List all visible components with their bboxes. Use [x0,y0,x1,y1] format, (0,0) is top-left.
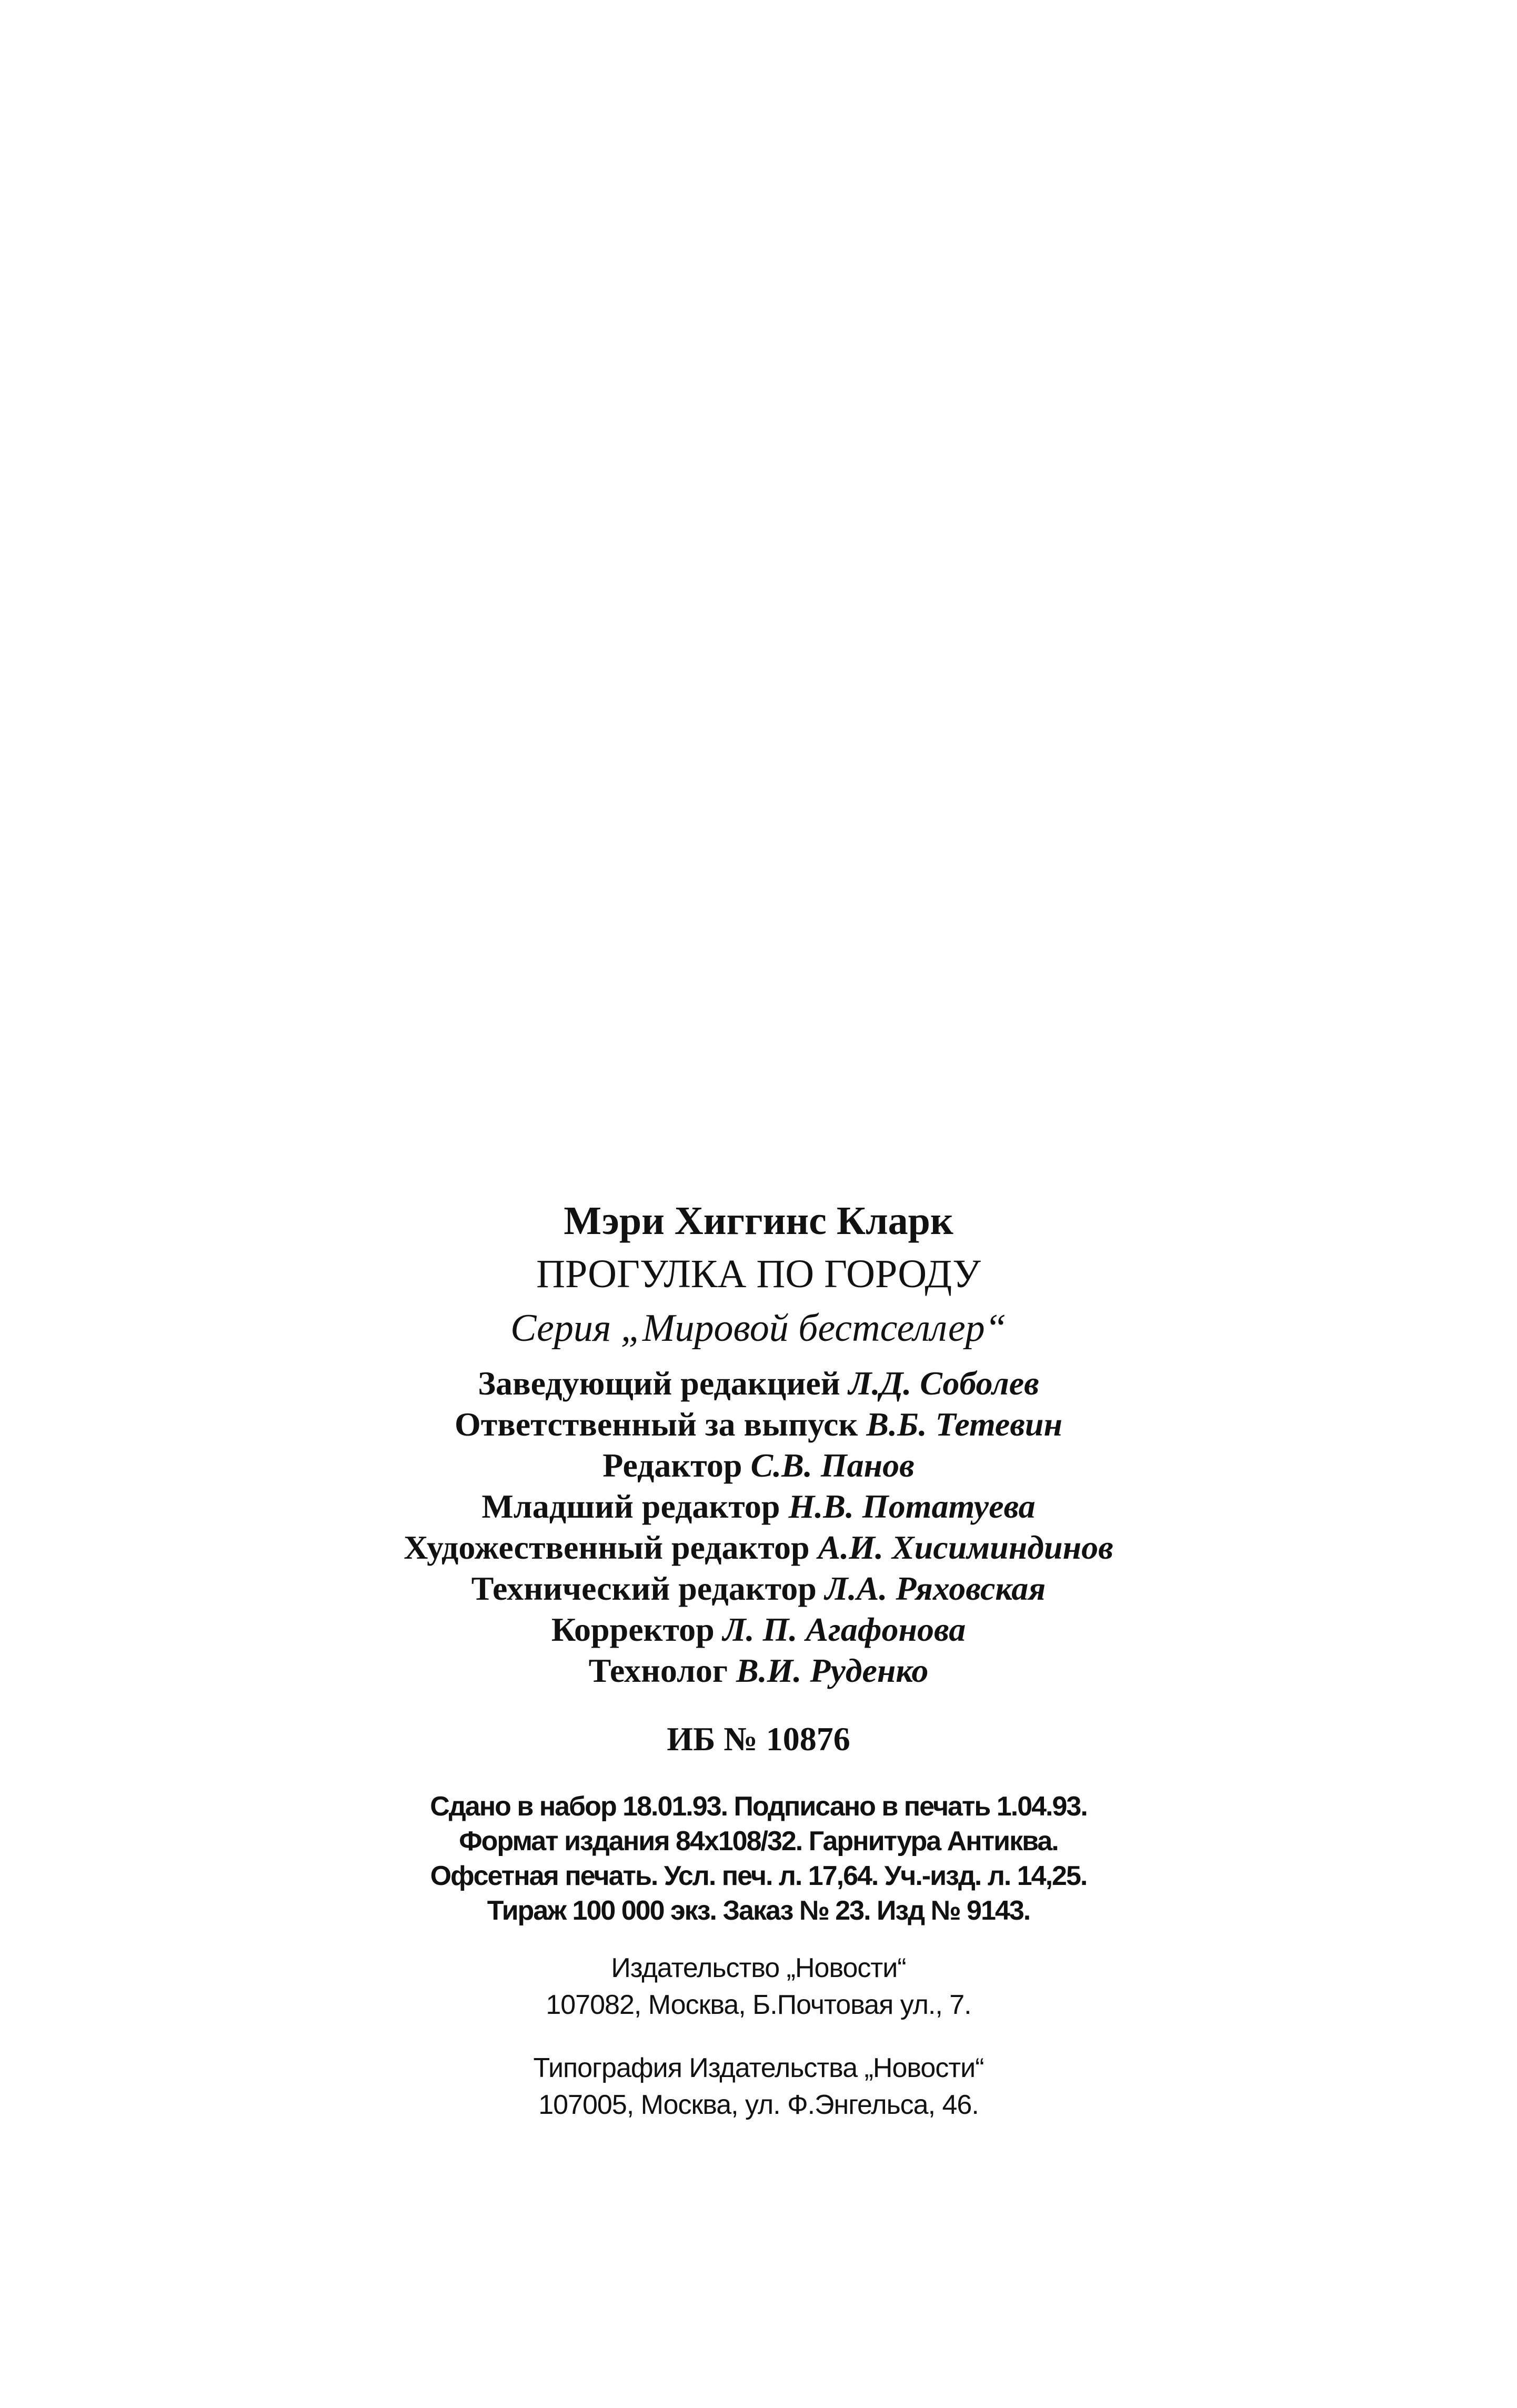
spec-line: Офсетная печать. Усл. печ. л. 17,64. Уч.-изд. л. 14,25. [430,1861,1087,1891]
credit-line [0,1486,1517,1527]
credit-person: А.И. Хисиминдинов [818,1529,1113,1566]
credit-person: Л. П. Агафонова [722,1611,966,1648]
credit-person: С.В. Панов [750,1447,915,1484]
ib-number-block [0,1718,1517,1760]
credit-line [0,1363,1517,1404]
publisher-block [0,1950,1517,2023]
printer-block [0,2050,1517,2123]
credit-role: Редактор [602,1447,751,1484]
credit-person: В.Б. Тетевин [866,1406,1062,1443]
publisher-name: Издательство „Новости“ [611,1953,906,1983]
publisher-address: 107082, Москва, Б.Почтовая ул., 7. [546,1990,971,2020]
printer-address: 107005, Москва, ул. Ф.Энгельса, 46. [538,2090,979,2120]
credit-role: Технический редактор [471,1570,825,1607]
credit-person: Н.В. Потатуева [788,1488,1036,1525]
book-title: ПРОГУЛКА ПО ГОРОДУ [536,1252,981,1296]
spec-line: Сдано в набор 18.01.93. Подписано в печать 1.04.93. [430,1791,1087,1822]
series-name: Серия „Мировой бестселлер“ [510,1307,1007,1350]
credit-role: Художественный редактор [404,1529,818,1566]
credit-line [0,1445,1517,1486]
credit-line [0,1568,1517,1609]
credit-person: Л.А. Ряховская [825,1570,1046,1607]
credit-line [0,1527,1517,1568]
credit-line [0,1404,1517,1445]
credit-role: Корректор [551,1611,723,1648]
print-specs [0,1789,1517,1928]
credit-person: В.И. Руденко [736,1652,929,1689]
credits-list [0,1363,1517,1691]
author-name: Мэри Хиггинс Кларк [564,1199,953,1243]
ib-number: ИБ № 10876 [667,1720,850,1758]
printer-name: Типография Издательства „Новости“ [533,2053,984,2083]
title-block [0,1195,1517,1356]
spec-line: Формат издания 84х108/32. Гарнитура Антиква. [459,1826,1058,1857]
credit-role: Ответственный за выпуск [455,1406,867,1443]
credit-role: Заведующий редакцией [478,1364,849,1402]
credit-person: Л.Д. Соболев [848,1364,1039,1402]
credit-role: Технолог [588,1652,736,1689]
spec-line: Тираж 100 000 экз. Заказ № 23. Изд № 9143. [487,1895,1030,1926]
credit-line [0,1609,1517,1650]
credit-line [0,1650,1517,1691]
credit-role: Младший редактор [481,1488,789,1525]
